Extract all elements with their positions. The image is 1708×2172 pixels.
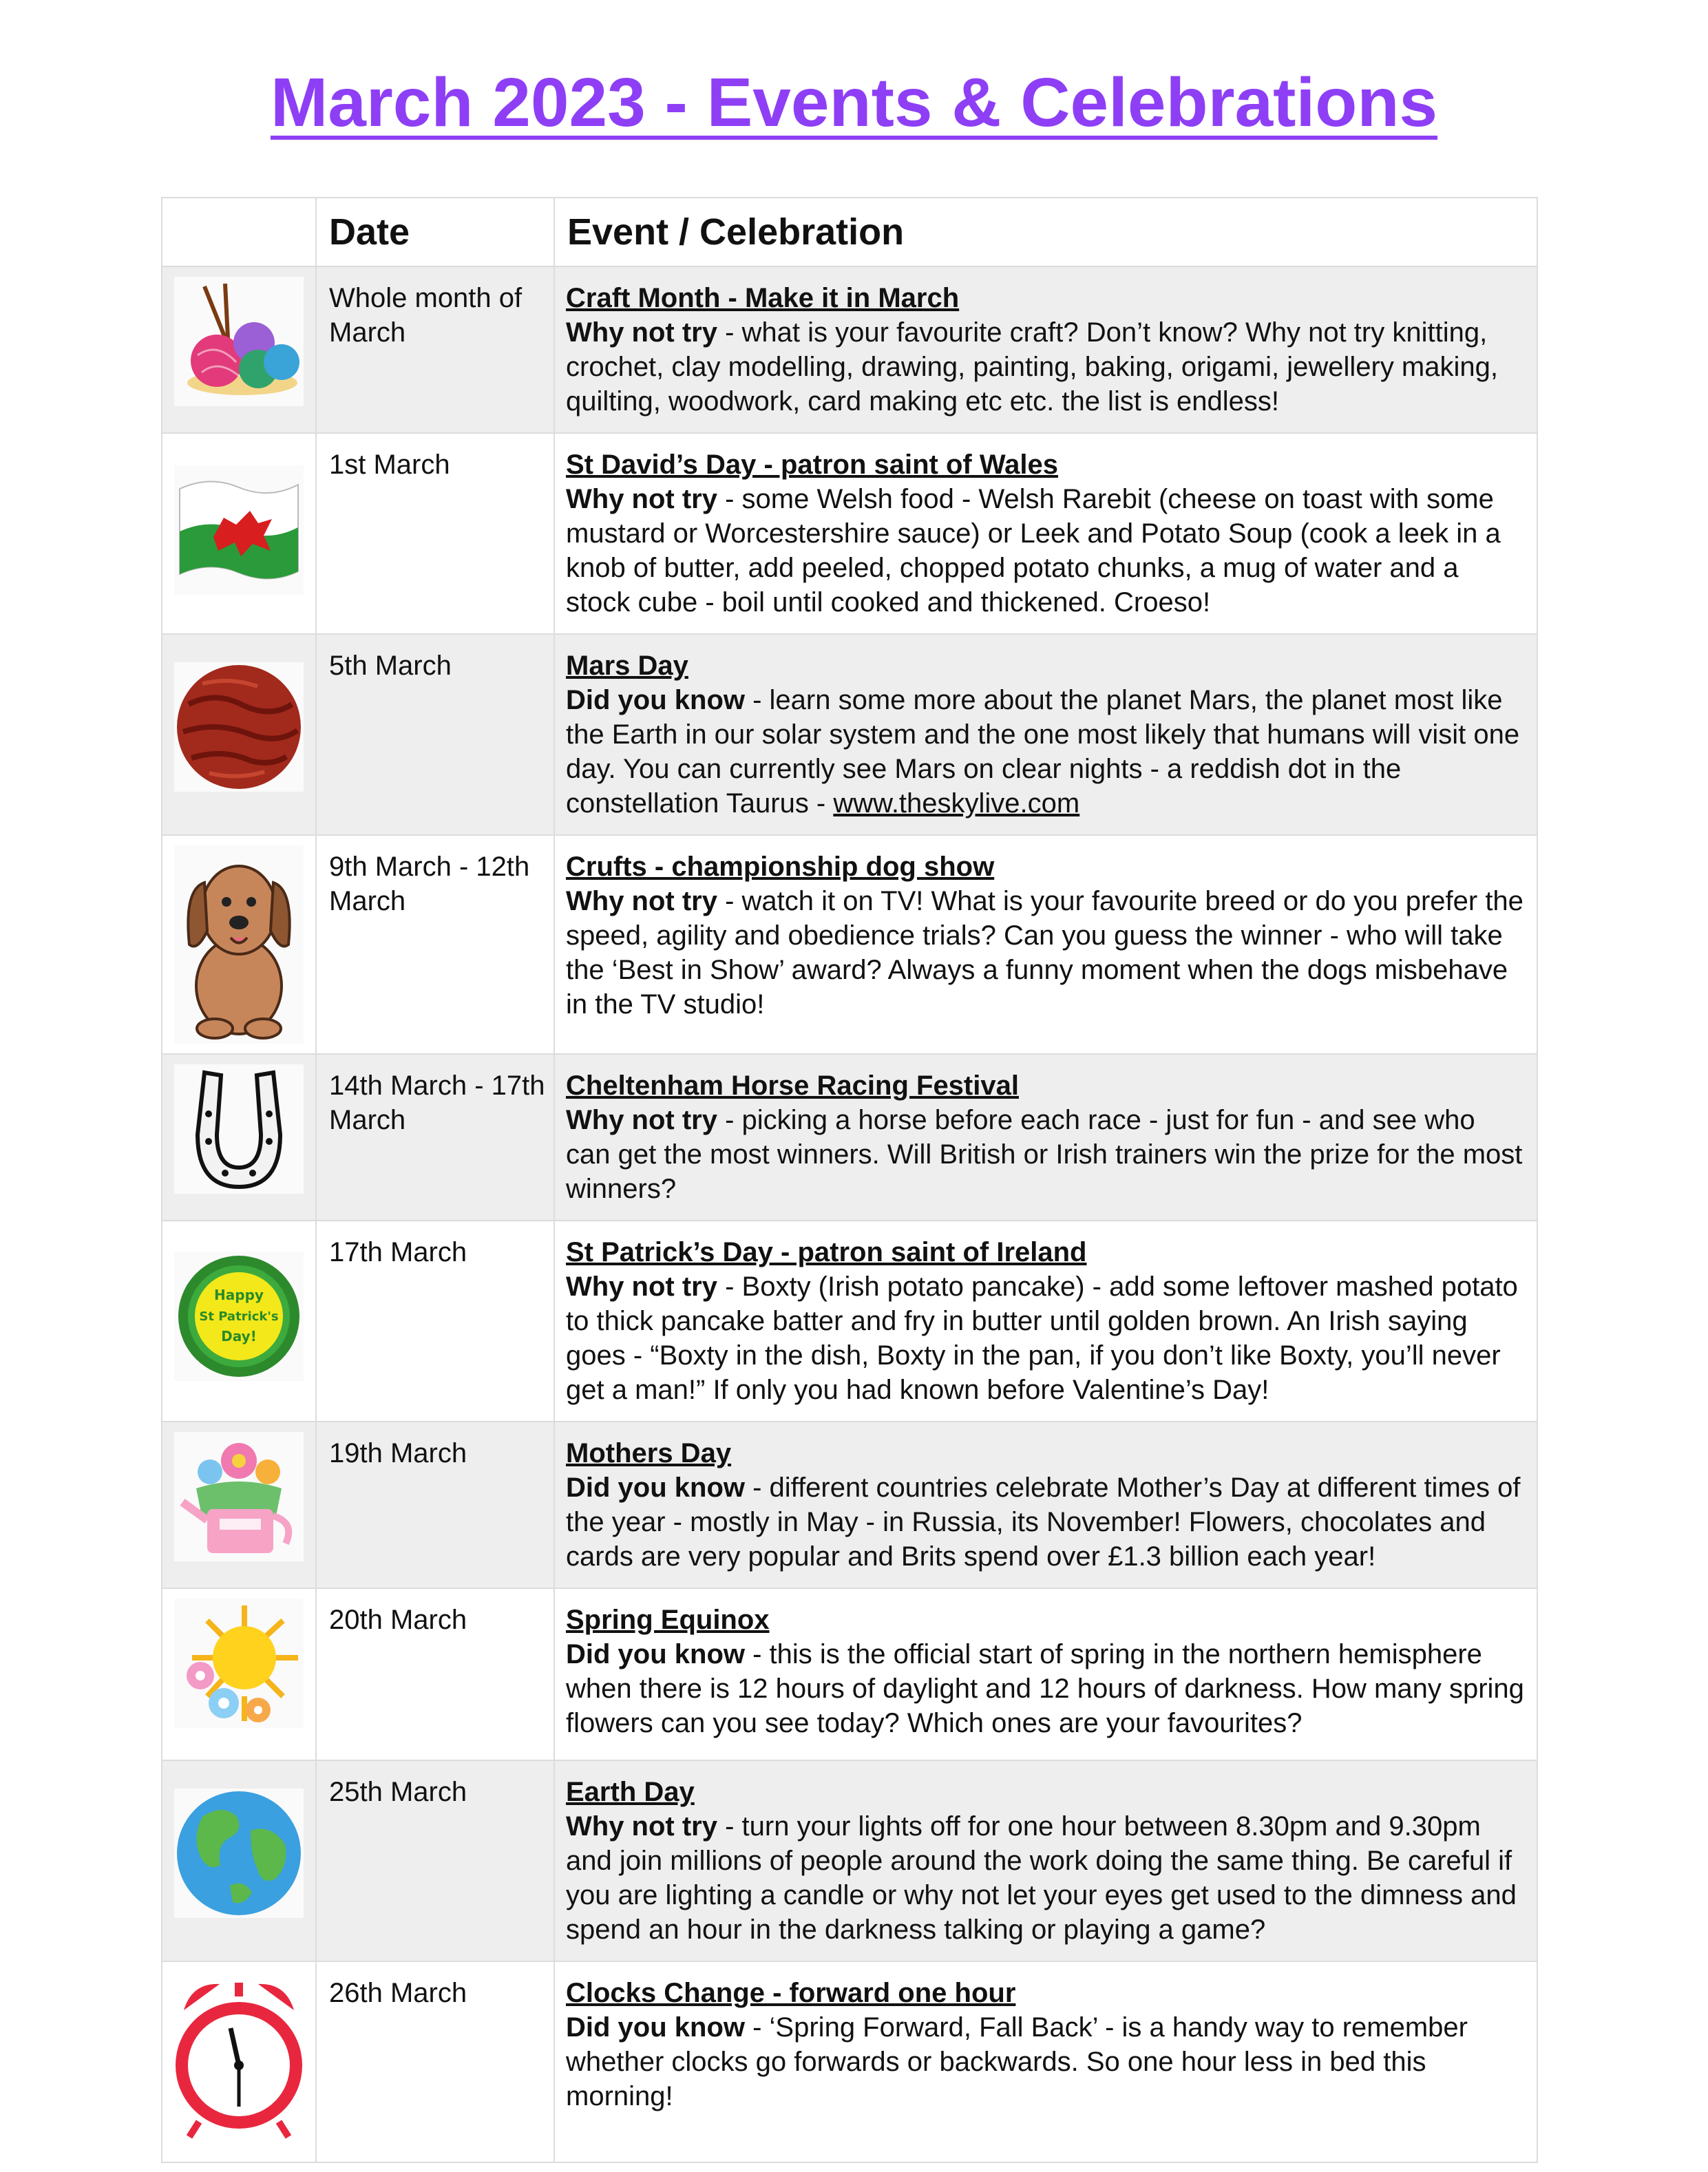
event-lead: Why not try	[566, 1811, 717, 1842]
sun-flowers-icon	[174, 1599, 304, 1728]
event-lead: Why not try	[566, 886, 717, 916]
event-title: Earth Day	[566, 1777, 695, 1807]
table-row	[162, 266, 1537, 433]
event-text: - ‘Spring Forward, Fall Back’ - is a handy way to remember whether clocks go forwards or backwards. So one hour less in bed this morning!	[566, 2012, 1468, 2111]
event-cell	[554, 1588, 1537, 1760]
event-lead: Why not try	[566, 1272, 717, 1302]
event-text: - picking a horse before each race - just for fun - and see who can get the most winners. Will British or Irish trainers win the prize for the most winners?	[566, 1105, 1523, 1204]
event-text: - some Welsh food - Welsh Rarebit (cheese on toast with some mustard or Worcestershire sauce) or Leek and Potato Soup (cook a leek in a knob of butter, add peeled, chopped potato chunks, a mug of water and a stock cube - boil until cooked and thickened. Croeso!	[566, 484, 1501, 618]
yarn-balls-icon	[174, 277, 304, 406]
date-cell: 14th March - 17th March	[316, 1054, 554, 1221]
event-cell	[554, 1221, 1537, 1422]
header-event: Event / Celebration	[554, 198, 1537, 266]
mars-planet-icon	[174, 662, 304, 792]
event-title: Mothers Day	[566, 1438, 732, 1468]
table-row	[162, 634, 1537, 835]
horseshoe-icon	[174, 1064, 304, 1194]
date-cell: 25th March	[316, 1760, 554, 1961]
svg-text:St Patrick's: St Patrick's	[199, 1309, 279, 1324]
date-cell: 5th March	[316, 634, 554, 835]
event-title: Cheltenham Horse Racing Festival	[566, 1071, 1019, 1101]
event-title: St David’s Day - patron saint of Wales	[566, 450, 1058, 480]
event-lead: Why not try	[566, 1105, 717, 1135]
event-cell	[554, 1760, 1537, 1961]
table-row	[162, 1961, 1537, 2162]
date-cell: 1st March	[316, 433, 554, 634]
event-title: Spring Equinox	[566, 1605, 770, 1635]
header-date: Date	[316, 198, 554, 266]
event-cell	[554, 1054, 1537, 1221]
event-text: - this is the official start of spring in the northern hemisphere when there is 12 hours of daylight and 12 hours of darkness. How many spring flowers can you see today? Which ones are your favourites?	[566, 1639, 1524, 1738]
alarm-clock-icon	[171, 1969, 306, 2141]
date-cell: 9th March - 12th March	[316, 835, 554, 1054]
event-lead: Why not try	[566, 484, 717, 514]
table-row	[162, 1054, 1537, 1221]
event-title: Clocks Change - forward one hour	[566, 1978, 1016, 2008]
header-icon	[162, 198, 316, 266]
svg-text:Day!: Day!	[221, 1328, 257, 1345]
event-text: - different countries celebrate Mother’s Day at different times of the year - mostly in May - in Russia, its November! Flowers, chocolates and cards are very popular and Brits spend over £1.3 billion each year!	[566, 1473, 1521, 1572]
table-row	[162, 433, 1537, 634]
event-cell	[554, 1422, 1537, 1588]
date-cell: 26th March	[316, 1961, 554, 2162]
event-cell	[554, 835, 1537, 1054]
event-text: - watch it on TV! What is your favourite breed or do you prefer the speed, agility and obedience trials? Can you guess the winner - who will take the ‘Best in Show’ award? Always a funny moment when the dogs misbehave in the TV studio!	[566, 886, 1524, 1020]
date-cell: 20th March	[316, 1588, 554, 1760]
event-lead: Did you know	[566, 2012, 745, 2043]
table-header-row	[162, 198, 1537, 266]
event-cell	[554, 1961, 1537, 2162]
table-row	[162, 1221, 1537, 1422]
event-title: Crufts - championship dog show	[566, 852, 995, 882]
page-title: March 2023 - Events & Celebrations	[270, 64, 1438, 141]
event-lead: Did you know	[566, 685, 745, 715]
event-text: - what is your favourite craft? Don’t know? Why not try knitting, crochet, clay modelling, drawing, painting, baking, origami, jewellery making, quilting, woodwork, card making etc etc. the list is endless!	[566, 317, 1498, 417]
event-lead: Did you know	[566, 1639, 745, 1669]
st-patricks-badge-icon	[174, 1252, 304, 1381]
date-cell: Whole month of March	[316, 266, 554, 433]
earth-globe-icon	[174, 1789, 304, 1918]
event-cell	[554, 433, 1537, 634]
event-lead: Did you know	[566, 1473, 745, 1503]
table-row	[162, 1422, 1537, 1588]
dog-icon	[174, 845, 304, 1044]
event-cell	[554, 266, 1537, 433]
events-table	[161, 197, 1538, 2163]
event-text: - turn your lights off for one hour between 8.30pm and 9.30pm and join millions of people around the work doing the same thing. Be careful if you are lighting a candle or why not let your eyes get used to the dimness and spend an hour in the darkness talking or playing a game?	[566, 1811, 1517, 1945]
date-cell: 17th March	[316, 1221, 554, 1422]
date-cell: 19th March	[316, 1422, 554, 1588]
table-row	[162, 1760, 1537, 1961]
event-text: - learn some more about the planet Mars, the planet most like the Earth in our solar system and the one most likely that humans will visit one day. You can currently see Mars on clear nights - a reddish dot in the constellation Taurus -	[566, 685, 1520, 819]
event-title: Mars Day	[566, 651, 688, 681]
event-text: - Boxty (Irish potato pancake) - add some leftover mashed potato to thick pancake batter and fry in butter until golden brown. An Irish saying goes - “Boxty in the dish, Boxty in the pan, if you don’t like Boxty, you’ll never get a man!” If only you had known before Valentine’s Day!	[566, 1272, 1518, 1405]
table-row	[162, 1588, 1537, 1760]
table-row	[162, 835, 1537, 1054]
event-title: St Patrick’s Day - patron saint of Ireland	[566, 1237, 1087, 1267]
welsh-flag-icon	[174, 465, 304, 595]
sky-live-link[interactable]: www.theskylive.com	[833, 788, 1080, 819]
event-title: Craft Month - Make it in March	[566, 283, 960, 313]
flower-watering-can-icon	[174, 1432, 304, 1561]
event-cell	[554, 634, 1537, 835]
svg-text:Happy: Happy	[214, 1287, 264, 1303]
event-lead: Why not try	[566, 317, 717, 348]
